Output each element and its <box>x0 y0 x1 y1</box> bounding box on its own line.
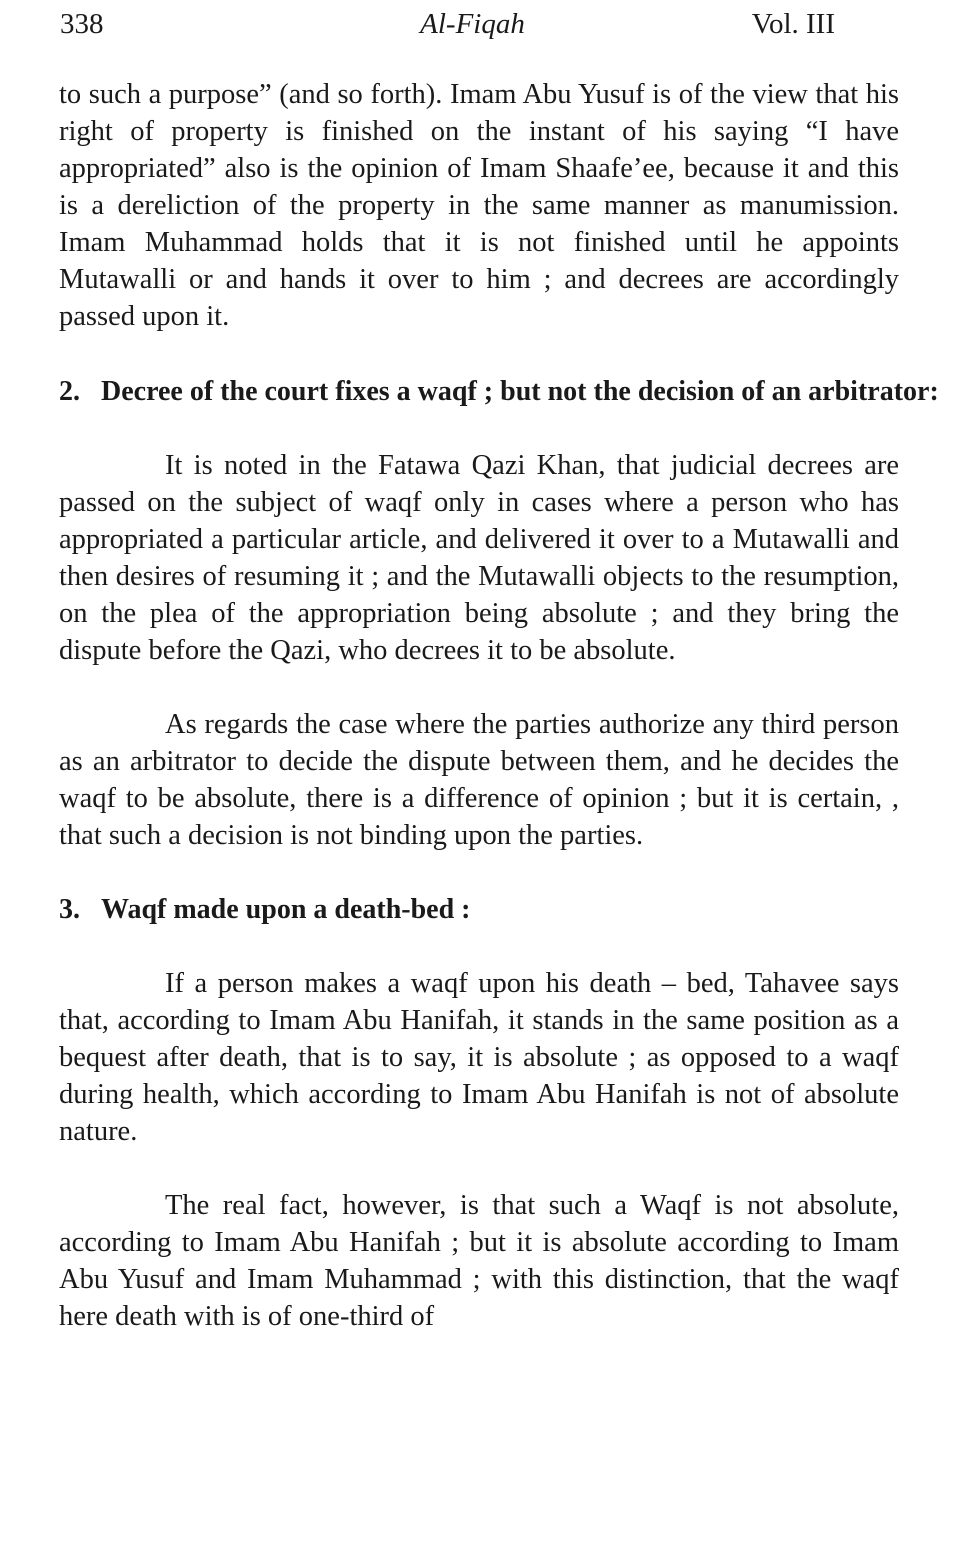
section-3-heading <box>59 891 960 928</box>
page-number: 338 <box>60 8 104 40</box>
spacer <box>59 854 899 891</box>
page-body <box>59 76 939 1335</box>
section-2-paragraph-1: It is noted in the Fatawa Qazi Khan, that judicial decrees are passed on the subject of waqf only in cases where a person who has appropriated a particular article, and delivered it over to a Mutawalli and then desires of resuming it ; and the Mutawalli objects to the resumption, on the plea of the appropriation being absolute ; and they bring the dispute before the Qazi, who decrees it to be absolute. <box>59 450 899 666</box>
spacer <box>59 928 899 965</box>
spacer <box>59 1150 899 1187</box>
section-2-number: 2. <box>59 376 80 407</box>
section-3-number: 3. <box>59 894 80 925</box>
section-2-paragraph-2: As regards the case where the parties authorize any third person as an arbitrator to decide the dispute between them, and he decides the waqf to be absolute, there is a difference of opinion ; but it is certain, , that such a decision is not binding upon the parties. <box>59 709 899 851</box>
section-2-title: Decree of the court fixes a waqf ; but not the decision of an arbitrator: <box>101 376 939 407</box>
section-3-paragraph-1: If a person makes a waqf upon his death – bed, Tahavee says that, according to Imam Abu Hanifah, it stands in the same position as a bequest after death, that is to say, it is absolute ; as opposed to a waqf during health, which according to Imam Abu Hanifah is not of absolute nature. <box>59 968 899 1147</box>
book-title: Al-Fiqah <box>420 8 525 40</box>
intro-paragraph: to such a purpose” (and so forth). Imam Abu Yusuf is of the view that his right of property is finished on the instant of his saying “I have appropriated” also is the opinion of Imam Shaafe’ee, because it and this is a dereliction of the property in the same manner as manumission. Imam Muhammad holds that it is not finished until he appoints Mutawalli or and hands it over to him ; and decrees are accordingly passed upon it. <box>59 79 899 332</box>
spacer <box>59 335 899 373</box>
section-2-heading <box>59 373 960 410</box>
section-3-paragraph-2: The real fact, however, is that such a Waqf is not absolute, according to Imam Abu Hanifah ; but it is absolute according to Imam Abu Yusuf and Imam Muhammad ; with this distinction, that the waqf here death with is of one-third of <box>59 1190 899 1332</box>
section-3-title: Waqf made upon a death-bed : <box>101 894 471 925</box>
volume-label: Vol. III <box>751 8 835 40</box>
running-header <box>60 4 835 44</box>
spacer <box>59 669 899 706</box>
spacer <box>59 410 899 447</box>
